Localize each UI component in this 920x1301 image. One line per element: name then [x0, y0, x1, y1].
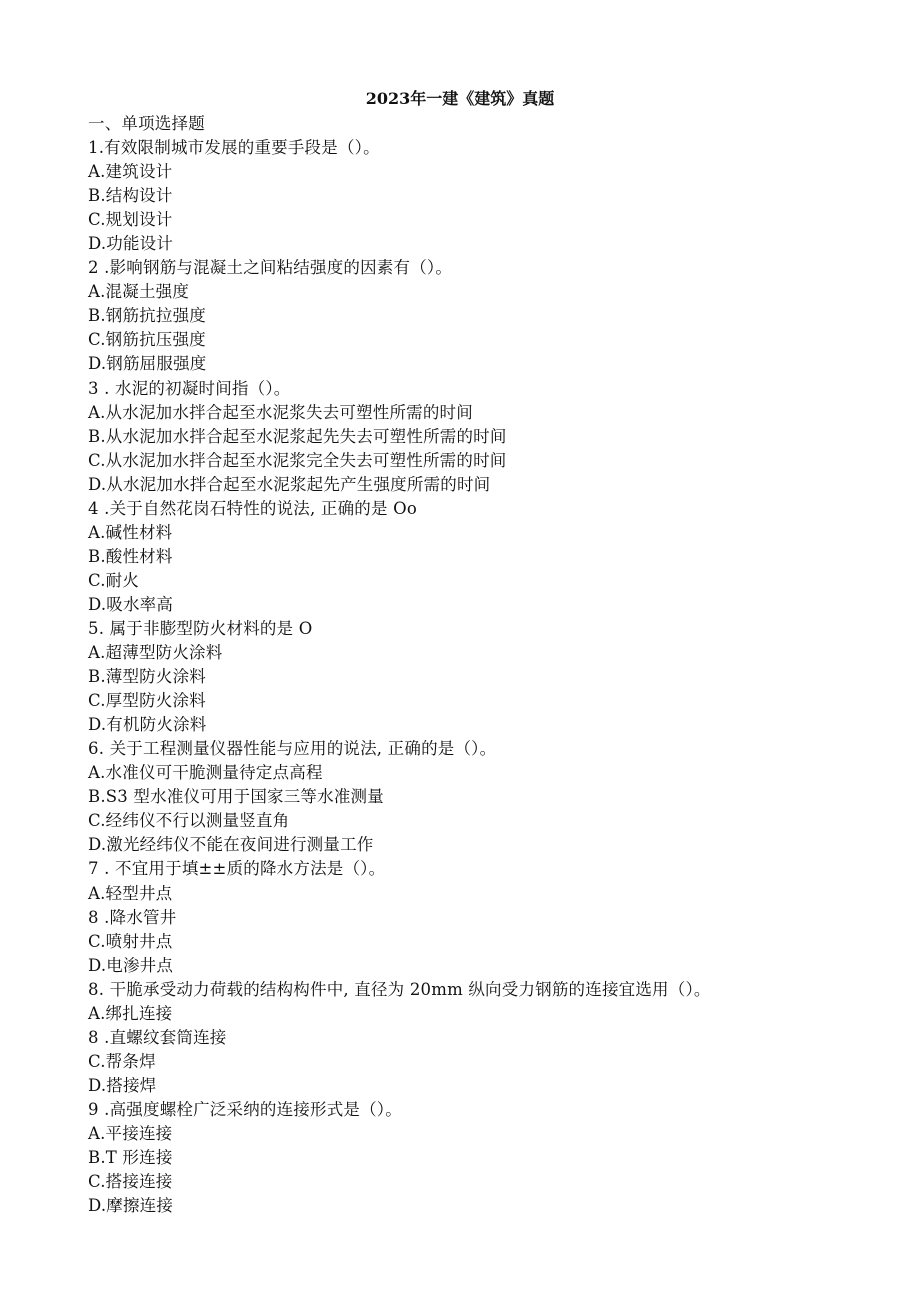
option-1d: D.功能设计 [88, 234, 174, 254]
option-3c: C.从水泥加水拌合起至水泥浆完全失去可塑性所需的时间 [88, 450, 507, 470]
question-7: 7 . 不宜用于填±±质的降水方法是（）。 [88, 859, 386, 879]
question-5: 5. 属于非膨型防火材料的是 O [88, 618, 313, 638]
question-8: 8. 干脆承受动力荷载的结构构件中, 直径为 20mm 纵向受力钢筋的连接宜选用（）。 [88, 979, 711, 999]
question-2: 2 .影响钢筋与混凝土之间粘结强度的因素有（）。 [88, 258, 453, 278]
option-2b: B.钢筋抗拉强度 [88, 306, 206, 326]
option-2d: D.钢筋屈服强度 [88, 354, 207, 374]
question-4: 4 .关于自然花岗石特性的说法, 正确的是 Oo [88, 498, 417, 518]
option-6b: B.S3 型水准仪可用于国家三等水准测量 [88, 787, 384, 807]
question-1: 1.有效限制城市发展的重要手段是（）。 [88, 138, 380, 158]
option-7a: A.轻型井点 [88, 883, 173, 903]
page-title: 2023年一建《建筑》真题 [365, 89, 555, 108]
option-4d: D.吸水率高 [88, 594, 174, 614]
option-3d: D.从水泥加水拌合起至水泥浆起先产生强度所需的时间 [88, 474, 491, 494]
option-5a: A.超薄型防火涂料 [88, 643, 223, 663]
option-1b: B.结构设计 [88, 186, 173, 206]
option-7b: 8 .降水管井 [88, 907, 177, 927]
option-4c: C.耐火 [88, 570, 140, 590]
option-8c: C.帮条焊 [88, 1051, 156, 1071]
option-2a: A.混凝土强度 [88, 282, 190, 302]
option-9a: A.平接连接 [88, 1123, 173, 1143]
option-4a: A.碱性材料 [88, 522, 173, 542]
option-6a: A.水准仪可干脆测量待定点高程 [88, 763, 323, 783]
option-6d: D.激光经纬仪不能在夜间进行测量工作 [88, 835, 374, 855]
option-7d: D.电渗井点 [88, 955, 174, 975]
option-8d: D.搭接焊 [88, 1075, 157, 1095]
option-1a: A.建筑设计 [88, 162, 173, 182]
option-3b: B.从水泥加水拌合起至水泥浆起先失去可塑性所需的时间 [88, 426, 507, 446]
option-6c: C.经纬仪不行以测量竖直角 [88, 811, 290, 831]
option-5c: C.厚型防火涂料 [88, 691, 206, 711]
option-9d: D.摩擦连接 [88, 1196, 174, 1216]
option-8b: 8 .直螺纹套筒连接 [88, 1027, 227, 1047]
question-list [88, 112, 888, 1218]
question-6: 6. 关于工程测量仪器性能与应用的说法, 正确的是（）。 [88, 739, 497, 759]
option-5d: D.有机防火涂料 [88, 715, 207, 735]
option-5b: B.薄型防火涂料 [88, 667, 206, 687]
option-1c: C.规划设计 [88, 210, 173, 230]
question-3: 3 . 水泥的初凝时间指（）。 [88, 378, 291, 398]
option-9c: C.搭接连接 [88, 1172, 173, 1192]
option-2c: C.钢筋抗压强度 [88, 330, 206, 350]
option-3a: A.从水泥加水拌合起至水泥浆失去可塑性所需的时间 [88, 402, 473, 422]
option-9b: B.T 形连接 [88, 1148, 173, 1168]
option-7c: C.喷射井点 [88, 931, 173, 951]
section-heading: 一、单项选择题 [88, 114, 205, 133]
option-4b: B.酸性材料 [88, 546, 173, 566]
question-9: 9 .高强度螺栓广泛采纳的连接形式是（）。 [88, 1099, 402, 1119]
option-8a: A.绑扎连接 [88, 1003, 173, 1023]
